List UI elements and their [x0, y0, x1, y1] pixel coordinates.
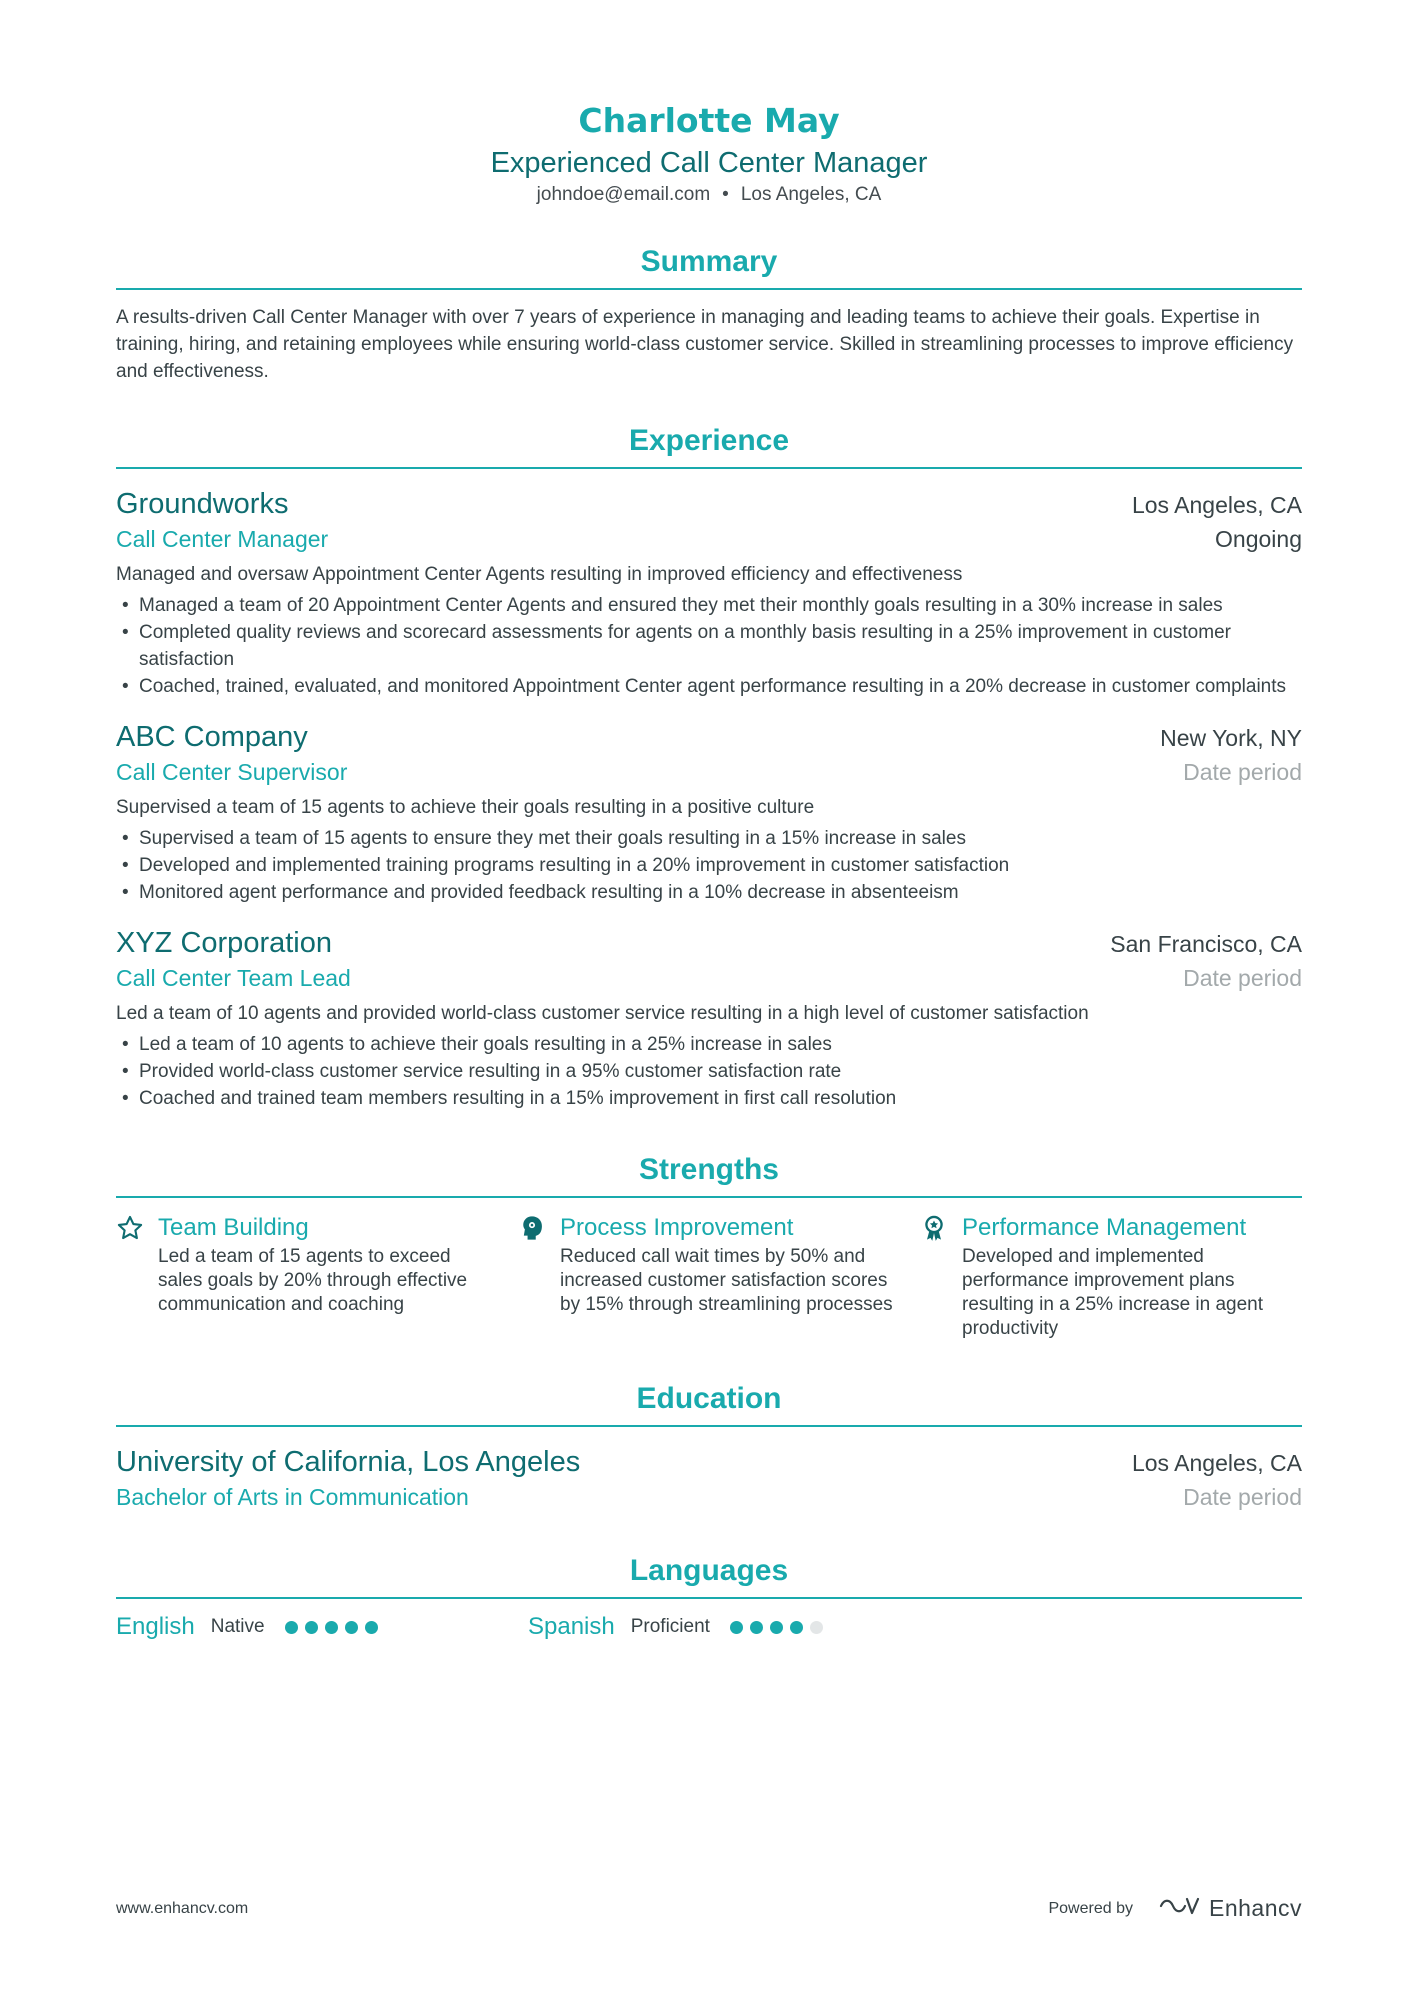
job-bullets	[116, 1031, 1302, 1112]
job-period: Date period	[1183, 965, 1302, 991]
company-name: XYZ Corporation	[116, 927, 332, 959]
experience-item	[116, 485, 1302, 700]
bullet-item: • Completed quality reviews and scorecard assessments for agents on a monthly basis resulting in a 25% improvement in customer satisfaction	[116, 619, 1302, 673]
languages-section	[116, 1553, 1302, 1643]
separator-dot: •	[722, 184, 729, 205]
strength-item	[518, 1212, 900, 1341]
job-description: Led a team of 10 agents and provided world-class customer service resulting in a high level of customer satisfaction	[116, 1003, 1089, 1024]
education-period: Date period	[1183, 1484, 1302, 1510]
strength-description: Reduced call wait times by 50% and increased customer satisfaction scores by 15% through streamlining processes	[560, 1246, 893, 1315]
language-level: Proficient	[630, 1616, 710, 1637]
bullet-icon: •	[122, 1088, 129, 1109]
strength-description: Led a team of 15 agents to exceed sales goals by 20% through effective communication and coaching	[158, 1246, 468, 1315]
brand-name[interactable]: Enhancv	[1208, 1895, 1302, 1921]
strength-title: Process Improvement	[560, 1214, 794, 1241]
rating-dot	[325, 1621, 338, 1634]
bullet-icon: •	[122, 676, 129, 697]
bullet-icon: •	[122, 882, 129, 903]
bullet-item: • Managed a team of 20 Appointment Center Agents and ensured they met their monthly goals resulting in a 30% increase in sales	[116, 592, 1302, 619]
rating-dot	[790, 1621, 803, 1634]
bullet-icon: •	[122, 1061, 129, 1082]
bullet-icon: •	[122, 828, 129, 849]
strength-item	[116, 1212, 498, 1341]
powered-by-text: Powered by	[1048, 1899, 1133, 1917]
job-role: Call Center Manager	[116, 526, 329, 552]
company-name: Groundworks	[116, 488, 289, 520]
section-title-summary: Summary	[116, 244, 1302, 290]
strength-title: Performance Management	[962, 1214, 1247, 1241]
bullet-icon: •	[122, 595, 129, 616]
job-period: Date period	[1183, 759, 1302, 785]
experience-item	[116, 924, 1302, 1112]
bullet-item: • Coached, trained, evaluated, and monitored Appointment Center agent performance resulting in a 20% decrease in customer complaints	[116, 673, 1302, 700]
section-title-education: Education	[116, 1381, 1302, 1427]
bullet-item: • Led a team of 10 agents to achieve their goals resulting in a 25% increase in sales	[116, 1031, 1302, 1058]
experience-section	[116, 423, 1302, 1112]
bullet-icon: •	[122, 622, 129, 643]
degree-name: Bachelor of Arts in Communication	[116, 1484, 469, 1510]
job-role: Call Center Team Lead	[116, 965, 351, 991]
bullet-item: • Coached and trained team members resulting in a 15% improvement in first call resolution	[116, 1085, 1302, 1112]
enhancv-logo-icon	[1157, 1895, 1201, 1922]
award-ribbon-icon	[920, 1212, 962, 1341]
job-location: New York, NY	[1160, 725, 1302, 751]
job-role: Call Center Supervisor	[116, 759, 348, 785]
experience-item	[116, 718, 1302, 906]
language-level: Native	[210, 1616, 265, 1637]
section-title-strengths: Strengths	[116, 1152, 1302, 1198]
rating-dot	[730, 1621, 743, 1634]
contact-line	[116, 182, 1302, 208]
section-title-languages: Languages	[116, 1553, 1302, 1599]
strengths-grid	[116, 1212, 1302, 1341]
rating-dot	[770, 1621, 783, 1634]
section-title-experience: Experience	[116, 423, 1302, 469]
candidate-headline: Experienced Call Center Manager	[490, 147, 928, 179]
language-rating	[285, 1621, 385, 1634]
resume-page	[116, 100, 1302, 1643]
job-bullets	[116, 825, 1302, 906]
strength-item	[920, 1212, 1302, 1341]
bullet-item: • Developed and implemented training programs resulting in a 20% improvement in customer satisfaction	[116, 852, 1302, 879]
language-name: English	[116, 1613, 195, 1640]
page-footer	[116, 1895, 1302, 1922]
languages-list	[116, 1611, 1302, 1643]
rating-dot	[750, 1621, 763, 1634]
language-item	[528, 1611, 940, 1643]
bullet-icon: •	[122, 855, 129, 876]
rating-dot	[345, 1621, 358, 1634]
summary-text: A results-driven Call Center Manager with over 7 years of experience in managing and leading teams to achieve their goals. Expertise in training, hiring, and retaining employees while ensuring world-class customer service. Skilled in streamlining processes to improve efficiency and effectiveness.	[116, 307, 1294, 382]
job-location: Los Angeles, CA	[1131, 492, 1302, 518]
star-icon	[116, 1212, 158, 1341]
website-link[interactable]: www.enhancv.com	[116, 1899, 249, 1917]
brand-block	[1048, 1895, 1302, 1922]
education-section	[116, 1381, 1302, 1513]
school-location: Los Angeles, CA	[1131, 1450, 1302, 1476]
language-name: Spanish	[528, 1613, 615, 1640]
rating-dot	[285, 1621, 298, 1634]
job-description: Supervised a team of 15 agents to achieve their goals resulting in a positive culture	[116, 797, 815, 818]
job-period: Ongoing	[1215, 526, 1302, 552]
job-description: Managed and oversaw Appointment Center Agents resulting in improved efficiency and effectiveness	[116, 564, 963, 585]
rating-dot	[305, 1621, 318, 1634]
strength-description: Developed and implemented performance improvement plans resulting in a 25% increase in agent productivity	[962, 1246, 1264, 1339]
strength-title: Team Building	[158, 1214, 309, 1241]
school-name: University of California, Los Angeles	[116, 1446, 581, 1478]
company-name: ABC Company	[116, 721, 308, 753]
bullet-icon: •	[122, 1034, 129, 1055]
head-gear-icon	[518, 1212, 560, 1341]
rating-dot	[810, 1621, 823, 1634]
language-item	[116, 1611, 528, 1643]
location-text: Los Angeles, CA	[740, 184, 882, 205]
candidate-name: Charlotte May	[578, 101, 840, 140]
job-bullets	[116, 592, 1302, 700]
bullet-item: • Monitored agent performance and provided feedback resulting in a 10% decrease in absenteeism	[116, 879, 1302, 906]
education-item	[116, 1443, 1302, 1513]
strengths-section	[116, 1152, 1302, 1341]
job-location: San Francisco, CA	[1110, 931, 1302, 957]
bullet-item: • Supervised a team of 15 agents to ensure they met their goals resulting in a 15% increase in sales	[116, 825, 1302, 852]
resume-header	[116, 100, 1302, 208]
rating-dot	[365, 1621, 378, 1634]
email-text[interactable]: johndoe@email.com	[536, 184, 711, 205]
summary-section	[116, 244, 1302, 385]
language-rating	[730, 1621, 830, 1634]
bullet-item: • Provided world-class customer service resulting in a 95% customer satisfaction rate	[116, 1058, 1302, 1085]
